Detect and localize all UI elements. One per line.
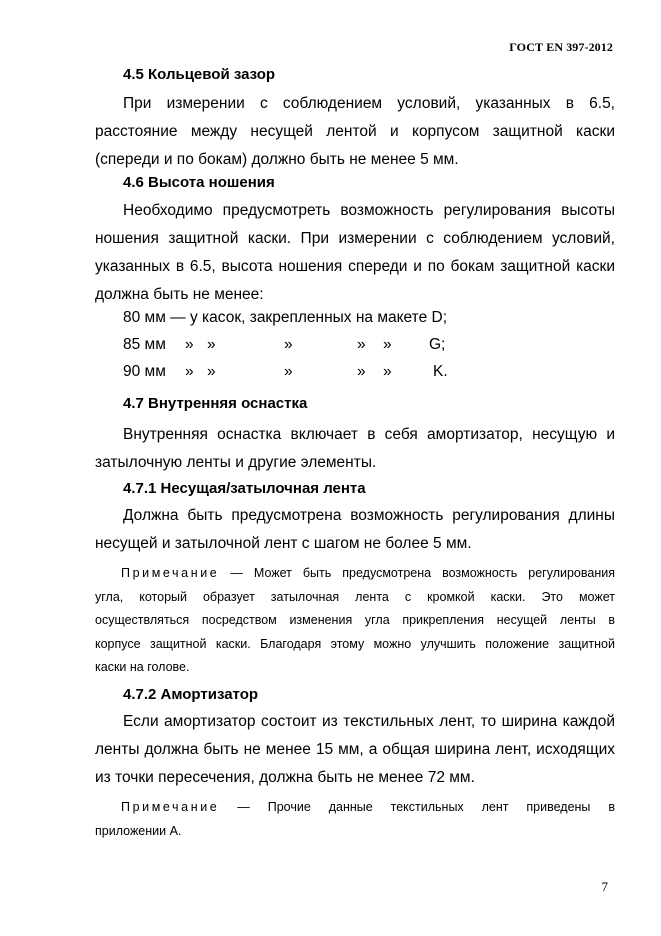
text-line: затылочную ленты и другие элементы. (95, 454, 377, 471)
text-line: ношения защитной каски. При измерении с соблюдением условий, (95, 230, 615, 247)
note-line: каски на голове. (95, 660, 190, 674)
section-4-6-heading: 4.6 Высота ношения (123, 174, 275, 191)
note-label: Примечание (121, 566, 220, 580)
note-line: корпусе защитной каски. Благодаря этому можно улучшить положение защитной (95, 636, 615, 651)
ditto-mark: » (383, 336, 392, 353)
note-4-7-2 (95, 796, 615, 843)
document-code: ГОСТ EN 397-2012 (509, 40, 613, 54)
ditto-mark: » (284, 336, 293, 353)
text-line: несущей и затылочной лент с шагом не более 5 мм. (95, 535, 472, 552)
note-line (95, 796, 615, 820)
text-line: из точки пересечения, должна быть не менее 72 мм. (95, 769, 475, 786)
text-line: должна быть не менее: (95, 286, 264, 303)
ditto-mark: » (185, 336, 194, 353)
ditto-mark: » (357, 336, 366, 353)
section-4-5-paragraph (95, 90, 615, 174)
ditto-mark: » (207, 336, 216, 353)
section-4-7-2-paragraph (95, 708, 615, 792)
height-value: 90 мм (123, 363, 166, 380)
section-4-5-heading: 4.5 Кольцевой зазор (123, 66, 276, 83)
section-4-7-1-heading: 4.7.1 Несущая/затылочная лента (123, 480, 366, 497)
mock-up-letter: G; (429, 336, 446, 353)
text-line: указанных в 6.5, высота ношения спереди и по бокам защитной каски (95, 258, 615, 275)
text-line: Необходимо предусмотреть возможность регулирования высоты (123, 202, 615, 219)
height-list-item (123, 336, 523, 356)
section-4-7-paragraph (95, 421, 615, 477)
text-line: ленты должна быть не менее 15 мм, а общая ширина лент, исходящих (95, 741, 615, 758)
ditto-mark: » (185, 363, 194, 380)
text-line: (спереди и по бокам) должно быть не менее 5 мм. (95, 151, 459, 168)
note-line: угла, который образует затылочная лента с кромкой каски. Это может (95, 589, 615, 604)
section-4-7-2-heading: 4.7.2 Амортизатор (123, 686, 259, 703)
section-4-6-paragraph (95, 197, 615, 309)
ditto-mark: » (357, 363, 366, 380)
note-label: Примечание (121, 800, 220, 814)
note-line: приложении А. (95, 823, 182, 838)
height-list-item: 80 мм — у касок, закрепленных на макете D; (123, 309, 448, 326)
text-line: расстояние между несущей лентой и корпусом защитной каски (95, 123, 615, 140)
note-line: осуществляться посредством изменения угла прикрепления несущей ленты в (95, 613, 615, 627)
note-text: — Может быть предусмотрена возможность регулирования (230, 566, 615, 580)
section-4-7-heading: 4.7 Внутренняя оснастка (123, 395, 308, 412)
text-line: Должна быть предусмотрена возможность регулирования длины (123, 507, 615, 524)
note-text: — Прочие данные текстильных лент приведены в (237, 800, 615, 814)
mock-up-letter: K. (433, 363, 448, 380)
note-line (95, 562, 615, 586)
note-4-7-1 (95, 562, 615, 680)
text-line: Внутренняя оснастка включает в себя амортизатор, несущую и (123, 426, 615, 443)
ditto-mark: » (383, 363, 392, 380)
ditto-mark: » (207, 363, 216, 380)
text-line: Если амортизатор состоит из текстильных лент, то ширина каждой (123, 713, 615, 730)
section-4-7-1-paragraph (95, 502, 615, 558)
height-list-item (123, 363, 523, 383)
height-value: 85 мм (123, 336, 166, 353)
page-number: 7 (601, 879, 608, 894)
text-line: При измерении с соблюдением условий, указанных в 6.5, (123, 95, 615, 112)
ditto-mark: » (284, 363, 293, 380)
